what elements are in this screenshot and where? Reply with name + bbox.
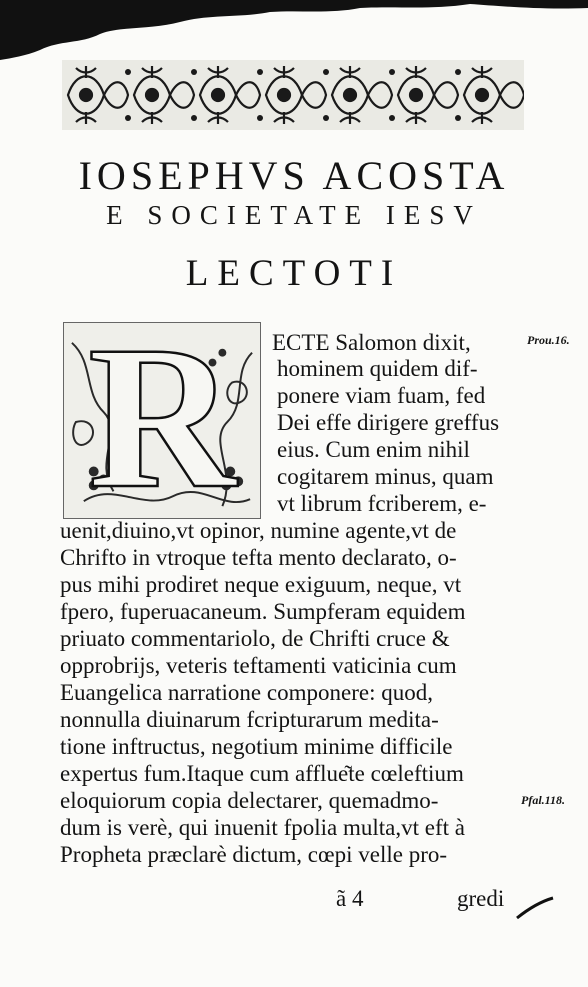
initial-letter: R	[87, 304, 237, 531]
signature-mark: ã 4	[336, 886, 364, 911]
text-line: eloquiorum copia delectarer, quemadmo-	[60, 788, 439, 813]
text-line: Euangelica narratione componere: quod,	[60, 680, 433, 705]
text-line: hominem quidem dif-	[277, 356, 478, 381]
text-line: pus mihi prodiret neque exiguum, neque, vt	[60, 572, 462, 597]
heading-order: E SOCIETATE IESV	[106, 200, 482, 230]
ink-blot	[0, 0, 588, 60]
text-line: tione inftructus, negotium minime difficile	[60, 734, 453, 759]
text-line: expertus fum.Itaque cum afflue͂te cœleftium	[60, 761, 464, 786]
text-line: ECTE Salomon dixit,	[272, 330, 471, 355]
text-line: fpero, fuperuacaneum. Sumpferam equidem	[60, 599, 466, 624]
margin-note-bottom: Pfal.118.	[521, 793, 565, 807]
text-line: cogitarem minus, quam	[277, 464, 494, 489]
text-line: uenit,diuino,vt opinor, numine agente,vt de	[60, 518, 457, 543]
text-line: dum is verè, qui inuenit fpolia multa,vt eft à	[60, 815, 465, 840]
text-line: priuato commentariolo, de Chrifti cruce &	[60, 626, 450, 651]
text-line: vt librum fcriberem, e-	[277, 491, 487, 516]
text-line: Dei effe dirigere greffus	[277, 410, 500, 435]
heading-author: IOSEPHVS ACOSTA	[78, 153, 510, 198]
decorated-initial	[63, 304, 261, 531]
text-line: Propheta præclarè dictum, cœpi velle pro-	[60, 842, 448, 867]
ink-stroke	[515, 892, 555, 922]
text-line: Chrifto in vtroque tefta mento declarato, o-	[60, 545, 457, 570]
text-line: opprobrijs, veteris teftamenti vaticinia cum	[60, 653, 457, 678]
catchword: gredi	[457, 886, 505, 911]
headpiece-ornament	[62, 60, 524, 130]
text-line: eius. Cum enim nihil	[277, 437, 470, 462]
text-line: ponere viam fuam, fed	[277, 383, 486, 408]
text-line: nonnulla diuinarum fcripturarum medita-	[60, 707, 439, 732]
heading-reader: LECTOTI	[185, 253, 403, 294]
margin-note-top: Prou.16.	[527, 333, 570, 347]
